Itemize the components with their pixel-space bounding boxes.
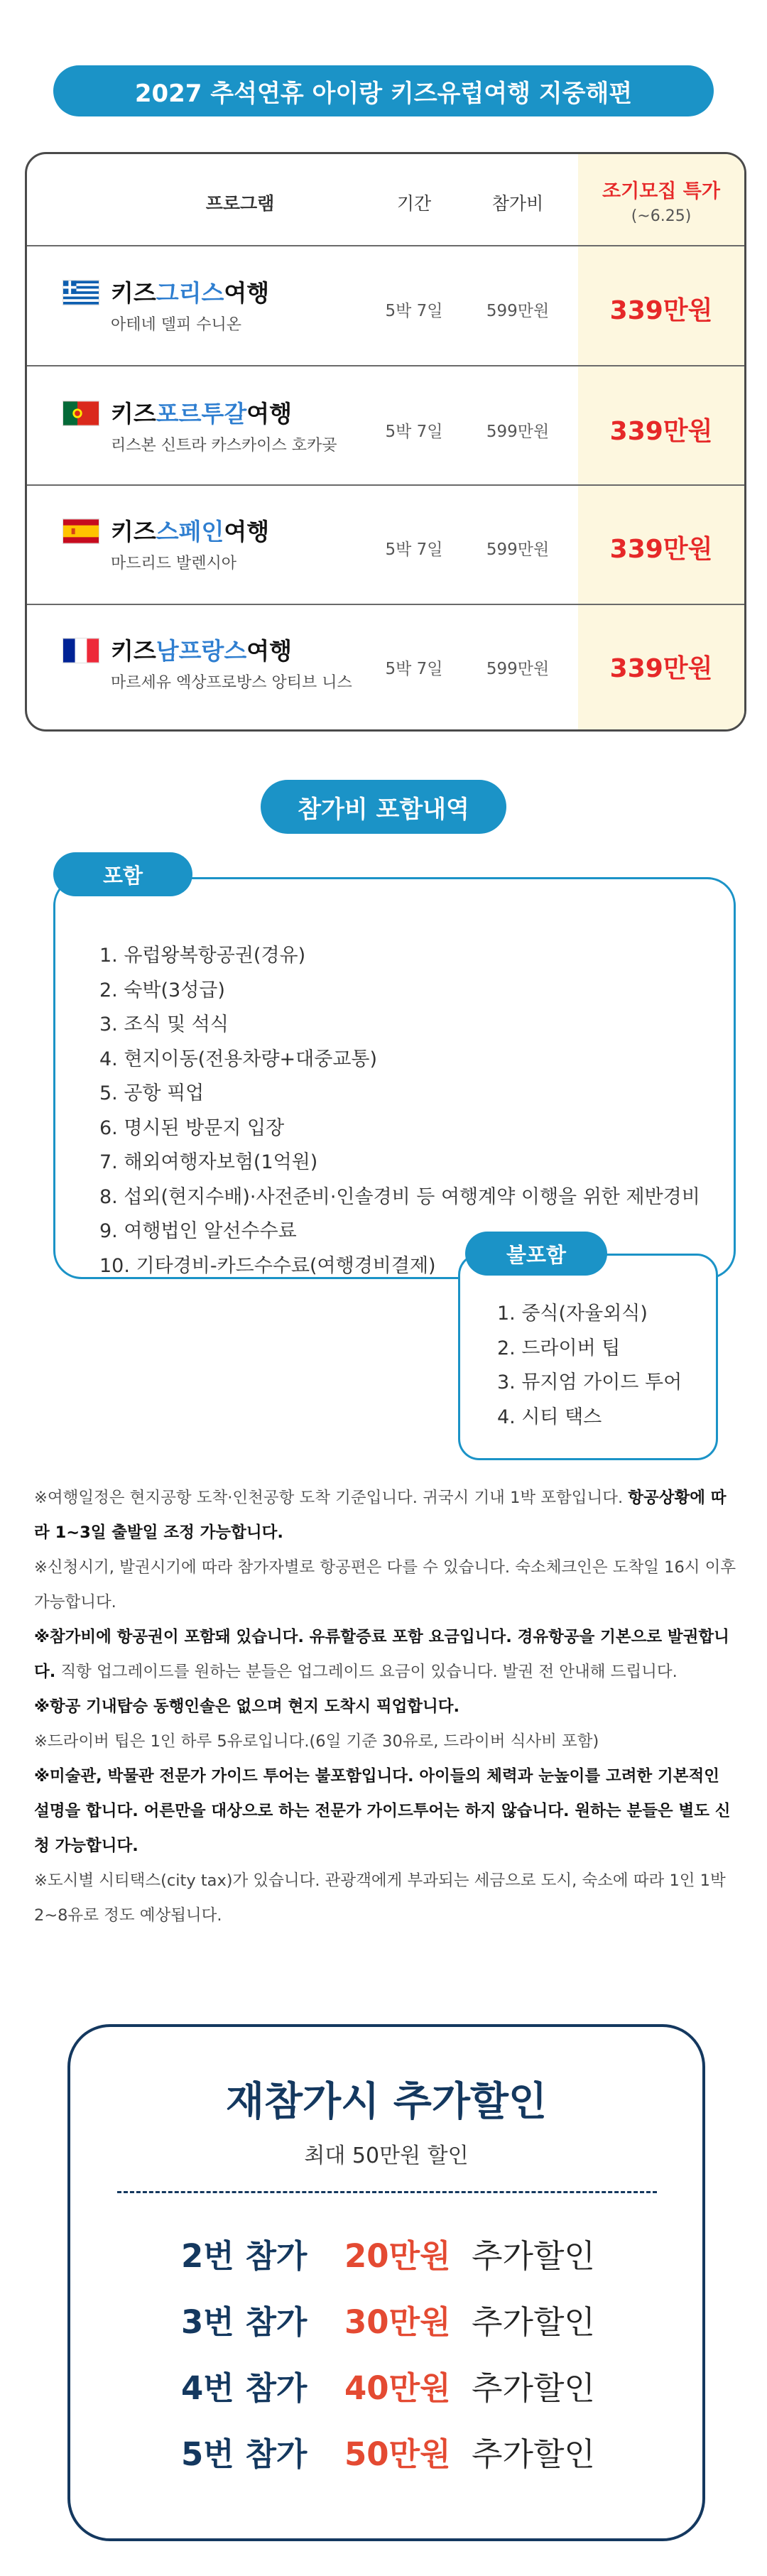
program-early-price: 339만원 bbox=[609, 654, 713, 683]
discount-subtitle: 최대 50만원 할인 bbox=[304, 2143, 469, 2168]
note-bold-text: 항공상황에 따라 1~3일 출발일 조정 가능합니다. bbox=[34, 1489, 727, 1542]
note-paragraph bbox=[34, 1481, 737, 1550]
row-divider bbox=[27, 365, 744, 366]
list-item: 8. 섭외(현지수배)·사전준비·인솔경비 등 여행계약 이행을 위한 제반경비 bbox=[99, 1185, 700, 1208]
program-cities: 마드리드 발렌시아 bbox=[111, 555, 237, 572]
france-flag-icon bbox=[62, 638, 99, 663]
program-cities: 아테네 델피 수니온 bbox=[111, 316, 242, 334]
header-early-label: 조기모집 특가 bbox=[602, 180, 720, 202]
excluded-label-text: 불포함 bbox=[506, 1242, 567, 1267]
program-cities: 마르세유 엑상프로방스 앙티브 니스 bbox=[111, 674, 352, 692]
list-item: 2. 숙박(3성급) bbox=[99, 979, 225, 1001]
program-suffix: 여행 bbox=[246, 637, 293, 665]
included-list bbox=[99, 939, 700, 1283]
list-item: 7. 해외여행자보험(1억원) bbox=[99, 1151, 318, 1173]
program-prefix: 키즈 bbox=[111, 518, 156, 545]
discount-count: 3번 참가 bbox=[181, 2303, 308, 2341]
program-row-greece[interactable] bbox=[27, 246, 744, 364]
program-prefix: 키즈 bbox=[111, 400, 156, 428]
header-program bbox=[134, 190, 347, 215]
discount-count: 2번 참가 bbox=[181, 2237, 308, 2275]
list-item: 3. 조식 및 석식 bbox=[99, 1013, 229, 1036]
note-text: ※도시별 시티택스(city tax)가 있습니다. 관광객에게 부과되는 세금으로 도시, 숙소에 따라 1인 1박 2~8유로 정도 예상됩니다. bbox=[34, 1871, 726, 1925]
inclusion-banner bbox=[261, 780, 506, 834]
program-suffix: 여행 bbox=[224, 279, 270, 307]
included-label-text: 포함 bbox=[102, 863, 143, 888]
list-item: 3. 뮤지엄 가이드 투어 bbox=[497, 1371, 682, 1393]
program-row-spain[interactable] bbox=[27, 485, 744, 602]
program-fee: 599만원 bbox=[486, 660, 550, 678]
discount-divider bbox=[117, 2191, 657, 2193]
discount-suffix: 추가할인 bbox=[472, 2369, 595, 2407]
program-fee: 599만원 bbox=[486, 302, 550, 320]
list-item: 2. 드라이버 팁 bbox=[497, 1337, 621, 1359]
program-name bbox=[111, 513, 269, 547]
note-bold-text: ※참가비에 항공권이 포함돼 있습니다. 유류할증료 포함 요금입니다. 경유항공을 기본으로 발권합니다. bbox=[34, 1628, 729, 1681]
discount-suffix: 추가할인 bbox=[472, 2303, 595, 2341]
program-early-price: 339만원 bbox=[609, 535, 713, 564]
program-duration: 5박 7일 bbox=[385, 660, 443, 678]
program-name bbox=[111, 633, 292, 666]
note-text: 직항 업그레이드를 원하는 분들은 업그레이드 요금이 있습니다. 발권 전 안내해 드립니다. bbox=[55, 1663, 678, 1681]
included-label bbox=[53, 852, 192, 896]
program-name bbox=[111, 275, 269, 308]
discount-suffix: 추가할인 bbox=[472, 2435, 595, 2473]
header-fee bbox=[464, 190, 571, 215]
note-paragraph bbox=[34, 1690, 737, 1724]
program-name bbox=[111, 396, 292, 429]
header-fee-label: 참가비 bbox=[491, 193, 544, 214]
discount-amount: 30만원 bbox=[344, 2303, 451, 2341]
greece-flag-icon bbox=[62, 280, 99, 305]
program-fee: 599만원 bbox=[486, 540, 550, 559]
program-suffix: 여행 bbox=[246, 400, 293, 428]
program-country: 남프랑스 bbox=[156, 637, 247, 665]
portugal-flag-icon bbox=[62, 401, 99, 426]
program-country: 포르투갈 bbox=[156, 400, 247, 428]
discount-row bbox=[0, 2428, 767, 2471]
note-text: ※여행일정은 현지공항 도착·인천공항 도착 기준입니다. 귀국시 기내 1박 포함입니다. bbox=[34, 1489, 629, 1507]
title-banner bbox=[53, 65, 714, 116]
list-item: 6. 명시된 방문지 입장 bbox=[99, 1116, 285, 1139]
program-fee: 599만원 bbox=[486, 423, 550, 441]
discount-amount: 40만원 bbox=[344, 2369, 451, 2407]
inclusion-banner-text: 참가비 포함내역 bbox=[298, 795, 469, 824]
note-paragraph bbox=[34, 1620, 737, 1690]
note-paragraph bbox=[34, 1550, 737, 1620]
program-duration: 5박 7일 bbox=[385, 302, 443, 320]
header-early bbox=[578, 175, 744, 225]
program-country: 그리스 bbox=[156, 279, 224, 307]
list-item: 4. 시티 택스 bbox=[497, 1406, 602, 1428]
note-bold-text: ※항공 기내탑승 동행인솔은 없으며 현지 도착시 픽업합니다. bbox=[34, 1697, 460, 1716]
program-prefix: 키즈 bbox=[111, 279, 156, 307]
program-duration: 5박 7일 bbox=[385, 540, 443, 559]
list-item: 4. 현지이동(전용차량+대중교통) bbox=[99, 1048, 378, 1070]
discount-row bbox=[0, 2230, 767, 2273]
note-paragraph bbox=[34, 1864, 737, 1933]
program-table bbox=[25, 152, 746, 732]
program-row-portugal[interactable] bbox=[27, 367, 744, 484]
note-text: ※신청시기, 발권시기에 따라 참가자별로 항공편은 다를 수 있습니다. 숙소체크인은 도착일 16시 이후 가능합니다. bbox=[34, 1558, 736, 1612]
program-early-price: 339만원 bbox=[609, 417, 713, 446]
note-paragraph bbox=[34, 1724, 737, 1759]
program-early-price: 339만원 bbox=[609, 296, 713, 325]
program-cities: 리스본 신트라 카스카이스 호카곶 bbox=[111, 437, 337, 455]
discount-amount: 20만원 bbox=[344, 2237, 451, 2275]
list-item: 5. 공항 픽업 bbox=[99, 1082, 205, 1104]
program-duration: 5박 7일 bbox=[385, 423, 443, 441]
header-duration bbox=[368, 190, 460, 215]
header-duration-label: 기간 bbox=[396, 193, 432, 214]
notes-section bbox=[34, 1481, 737, 1933]
discount-row bbox=[0, 2296, 767, 2339]
discount-suffix: 추가할인 bbox=[472, 2237, 595, 2275]
discount-count: 4번 참가 bbox=[181, 2369, 308, 2407]
header-early-note: (~6.25) bbox=[631, 207, 692, 225]
program-country: 스페인 bbox=[156, 518, 224, 545]
program-prefix: 키즈 bbox=[111, 637, 156, 665]
discount-row bbox=[0, 2362, 767, 2405]
title-banner-text: 2027 추석연휴 아이랑 키즈유럽여행 지중해편 bbox=[134, 79, 633, 108]
discount-count: 5번 참가 bbox=[181, 2435, 308, 2473]
spain-flag-icon bbox=[62, 518, 99, 544]
program-suffix: 여행 bbox=[224, 518, 270, 545]
note-bold-text: ※미술관, 박물관 전문가 가이드 투어는 불포함입니다. 아이들의 체력과 눈높이를 고려한 기본적인 설명을 합니다. 어른만을 대상으로 하는 전문가 가이드투어는 하지 않습니다. 원하는 분들은 별도 신청 가능합니다. bbox=[34, 1767, 731, 1855]
list-item: 1. 중식(자율외식) bbox=[497, 1303, 648, 1325]
excluded-list bbox=[497, 1297, 682, 1435]
header-program-label: 프로그램 bbox=[205, 193, 275, 214]
discount-amount: 50만원 bbox=[344, 2435, 451, 2473]
program-row-france[interactable] bbox=[27, 604, 744, 722]
discount-title: 재참가시 추가할인 bbox=[225, 2079, 548, 2125]
note-text: ※드라이버 팁은 1인 하루 5유로입니다.(6일 기준 30유로, 드라이버 식사비 포함) bbox=[34, 1732, 599, 1751]
list-item: 9. 여행법인 알선수수료 bbox=[99, 1220, 297, 1242]
list-item: 1. 유럽왕복항공권(경유) bbox=[99, 945, 306, 967]
list-item: 10. 기타경비-카드수수료(여행경비결제) bbox=[99, 1254, 436, 1277]
excluded-label bbox=[465, 1232, 607, 1276]
note-paragraph bbox=[34, 1759, 737, 1864]
